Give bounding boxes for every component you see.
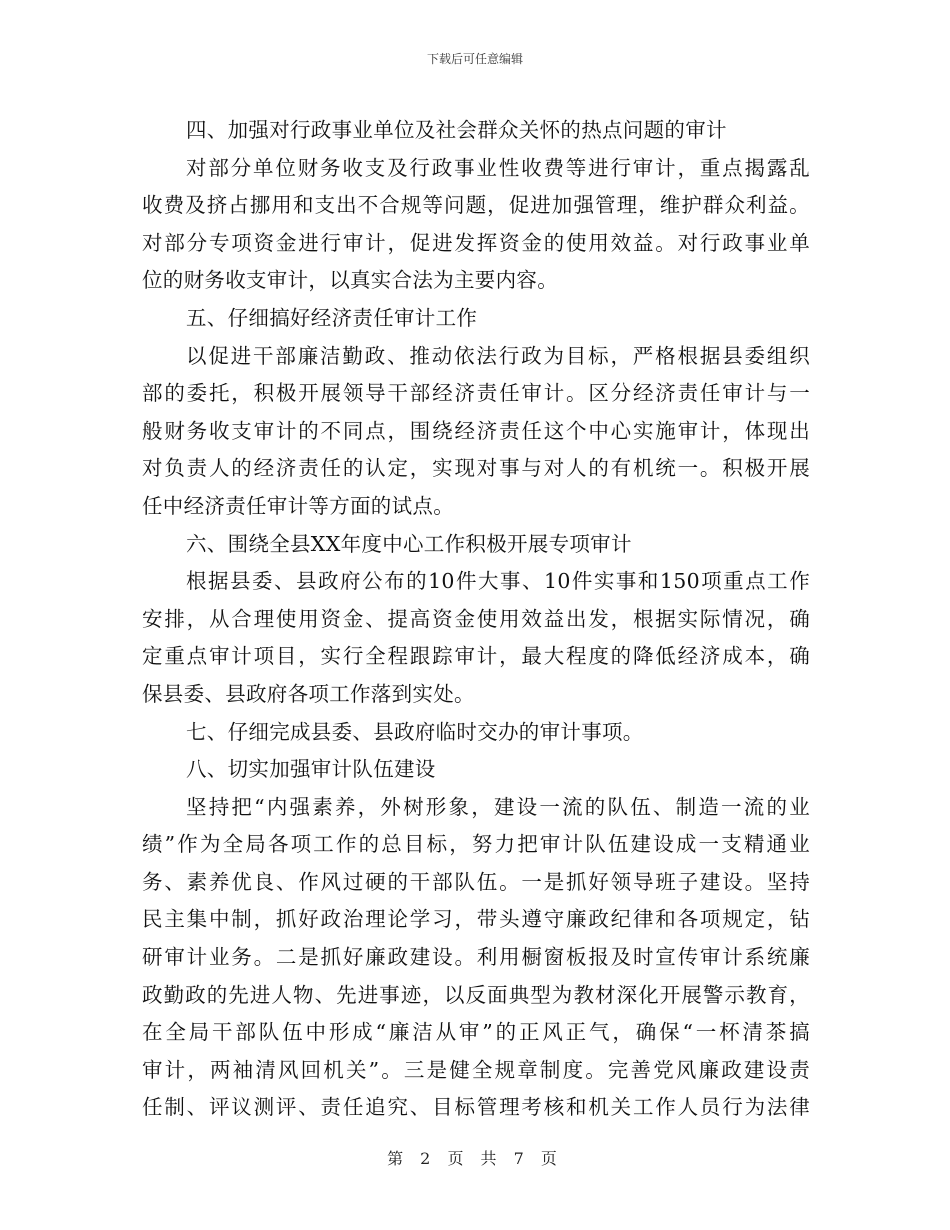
paragraph-line: 安排，从合理使用资金、提高资金使用效益出发，根据实际情况，确 [142,606,810,631]
heading-4: 四、加强对行政事业单位及社会群众关怀的热点问题的审计 [186,118,727,142]
paragraph-line: 以促进干部廉洁勤政、推动依法行政为目标，严格根据县委组织 [186,343,810,368]
paragraph-line: 在全局干部队伍中形成“廉洁从审”的正风正气，确保“一杯清茶搞 [142,1020,810,1045]
paragraph-line: 对部分专项资金进行审计，促进发挥资金的使用效益。对行政事业单 [142,230,810,255]
heading-5: 五、仔细搞好经济责任审计工作 [186,305,478,330]
paragraph-line: 保县委、县政府各项工作落到实处。 [142,681,475,706]
paragraph-line: 民主集中制，抓好政治理论学习，带头遵守廉政纪律和各项规定，钻 [142,907,810,932]
paragraph-line: 位的财务收支审计，以真实合法为主要内容。 [142,268,558,293]
paragraph-line: 审计，两袖清风回机关”。三是健全规章制度。完善党风廉政建设责 [142,1057,810,1082]
paragraph-line: 任制、评议测评、责任追究、目标管理考核和机关工作人员行为法律 [142,1095,810,1120]
paragraph-line: 坚持把“内强素养，外树形象，建设一流的队伍、制造一流的业 [186,794,810,819]
heading-7: 七、仔细完成县委、县政府临时交办的审计事项。 [186,719,644,744]
paragraph-line: 对部分单位财务收支及行政事业性收费等进行审计，重点揭露乱 [186,155,810,180]
paragraph-line: 根据县委、县政府公布的10件大事、10件实事和150项重点工作 [186,569,810,594]
heading-8: 八、切实加强审计队伍建设 [186,757,436,782]
paragraph-line: 研审计业务。二是抓好廉政建设。利用橱窗板报及时宣传审计系统廉 [142,945,810,970]
page-footer: 第 2 页 共 7 页 [387,1149,563,1168]
paragraph-line: 定重点审计项目，实行全程跟踪审计，最大程度的降低经济成本，确 [142,644,810,669]
paragraph-line: 任中经济责任审计等方面的试点。 [142,493,454,518]
paragraph-line: 绩”作为全局各项工作的总目标，努力把审计队伍建设成一支精通业 [142,832,810,857]
paragraph-line: 对负责人的经济责任的认定，实现对事与对人的有机统一。积极开展 [142,456,810,481]
paragraph-line: 政勤政的先进人物、先进事迹，以反面典型为教材深化开展警示教育， [142,982,810,1007]
document-body [142,112,810,1127]
paragraph-line: 般财务收支审计的不同点，围绕经济责任这个中心实施审计，体现出 [142,418,810,443]
page-header: 下载后可任意编辑 [426,52,523,66]
paragraph-line: 部的委托，积极开展领导干部经济责任审计。区分经济责任审计与一 [142,381,810,406]
paragraph-line: 收费及挤占挪用和支出不合规等问题，促进加强管理，维护群众利益。 [142,193,810,218]
heading-6: 六、围绕全县XX年度中心工作积极开展专项审计 [186,531,632,556]
paragraph-line: 务、素养优良、作风过硬的干部队伍。一是抓好领导班子建设。坚持 [142,869,810,894]
